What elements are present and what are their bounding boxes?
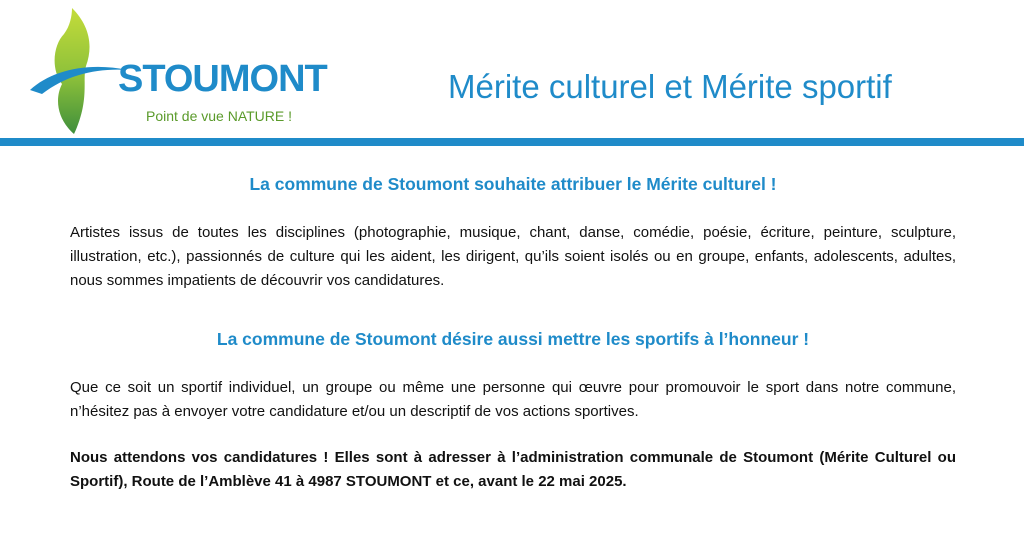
sport-heading: La commune de Stoumont désire aussi mettre les sportifs à l’honneur ! <box>216 329 810 349</box>
content <box>70 168 956 494</box>
culture-paragraph: Artistes issus de toutes les disciplines (photographie, musique, chant, danse, comédie, poésie, écriture, peinture, sculpture, illustration, etc.), passionnés de culture qui les aident, les dirigent, qu’ils soient isolés ou en groupe, enfants, adolescents, adultes, nous sommes impatients de découvrir vos candidatures. <box>70 224 956 289</box>
header <box>0 0 1024 140</box>
logo-tagline: Point de vue NATURE ! <box>146 108 293 124</box>
culture-heading: La commune de Stoumont souhaite attribuer le Mérite culturel ! <box>249 174 777 194</box>
sport-paragraph: Que ce soit un sportif individuel, un groupe ou même une personne qui œuvre pour promouvoir le sport dans notre commune, n’hésitez pas à envoyer votre candidature et/ou un descriptif de vos actions sportives. <box>70 379 956 420</box>
closing-paragraph: Nous attendons vos candidatures ! Elles sont à adresser à l’administration communale de Stoumont (Mérite Culturel ou Sportif), Route de l’Amblève 41 à 4987 STOUMONT et ce, avant le 22 mai 2025. <box>70 449 956 490</box>
page-title: Mérite culturel et Mérite sportif <box>448 68 892 105</box>
logo-name: STOUMONT <box>118 58 327 100</box>
header-divider <box>0 138 1024 146</box>
